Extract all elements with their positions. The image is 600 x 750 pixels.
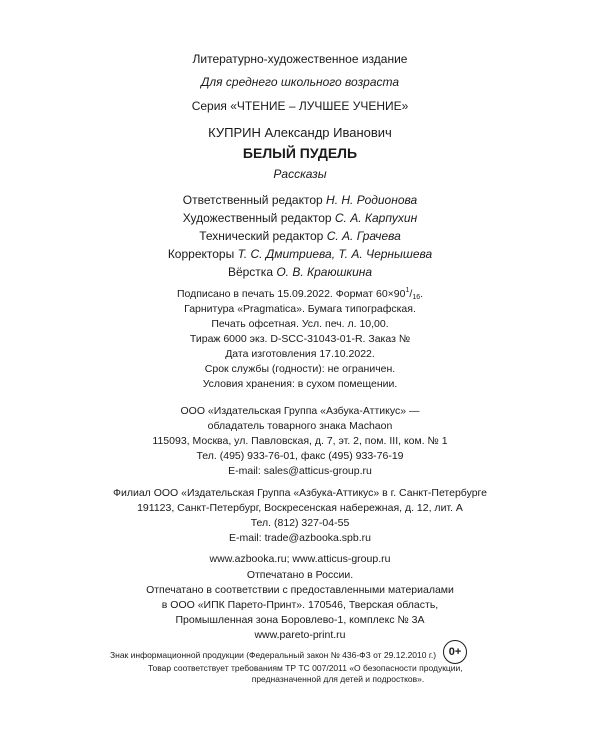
branch-email: E-mail: trade@azbooka.spb.ru [229, 532, 371, 544]
credit-name: О. В. Краюшкина [276, 265, 373, 279]
credit-name: Н. Н. Родионова [326, 193, 418, 207]
branch-line: Тел. (812) 327-04-55 [250, 517, 350, 529]
publisher-line: ООО «Издательская Группа «Азбука-Аттикус» — [180, 405, 420, 417]
format-fraction-num: 1 [405, 287, 410, 294]
credit-line [0, 193, 600, 207]
book-title: БЕЛЫЙ ПУДЕЛЬ [242, 145, 358, 161]
print-format-line: Подписано в печать 15.09.2022. Формат $60\times 90^1/16$. [176, 287, 424, 301]
credit-name: С. А. Грачева [326, 229, 401, 243]
print-storage: Условия хранения: в сухом помещении. [202, 378, 398, 390]
tr-compliance-line: предназначенной для детей и подростков». [251, 674, 425, 684]
print-method: Печать офсетная. Усл. печ. л. 10,00. [211, 318, 389, 330]
publisher-line: 115093, Москва, ул. Павловская, д. 7, эт. 2, пом. III, ком. № 1 [152, 435, 448, 447]
format-fraction-den: 16 [412, 294, 421, 301]
printed-line: Отпечатано в соответствии с предоставленными материалами [146, 584, 454, 596]
credit-line [0, 247, 600, 261]
age-rating-badge: 0+ [443, 640, 467, 664]
printed-line: в ООО «ИПК Парето-Принт». 170546, Тверская область, [161, 599, 439, 611]
tr-compliance-line: Товар соответствует требованиям ТР ТС 007/2011 «О безопасности продукции, [148, 663, 463, 673]
credit-role: Художественный редактор [182, 211, 332, 225]
genre: Рассказы [273, 167, 327, 181]
edition-type: Литературно-художественное издание [192, 52, 408, 66]
credit-role: Технический редактор [199, 229, 324, 243]
print-date: Дата изготовления 17.10.2022. [225, 348, 375, 360]
info-sign-text: Знак информационной продукции (Федеральный закон № 436-ФЗ от 29.12.2010 г.) [110, 650, 437, 660]
websites: www.azbooka.ru; www.atticus-group.ru [209, 553, 391, 565]
printed-line: Отпечатано в России. [246, 569, 354, 581]
print-shelf-life: Срок службы (годности): не ограничен. [204, 363, 396, 375]
branch-line: Филиал ООО «Издательская Группа «Азбука-Аттикус» в г. Санкт-Петербурге [112, 487, 488, 499]
print-run: Тираж 6000 экз. D-SCC-31043-01-R. Заказ № [189, 333, 411, 345]
credit-line [0, 229, 600, 243]
print-format-suffix: . [420, 288, 424, 300]
credit-role: Корректоры [167, 247, 235, 261]
credit-name: Т. С. Дмитриева, Т. А. Чернышева [237, 247, 433, 261]
print-format-text: Подписано в печать 15.09.2022. Формат 60×90 [176, 288, 406, 300]
credit-line [0, 211, 600, 225]
credit-role: Ответственный редактор [182, 193, 323, 207]
credit-role: Вёрстка [227, 265, 273, 279]
branch-line: 191123, Санкт-Петербург, Воскресенская набережная, д. 12, лит. А [137, 502, 463, 514]
publisher-line: обладатель товарного знака Machaon [207, 420, 393, 432]
publisher-line: Тел. (495) 933-76-01, факс (495) 933-76-19 [196, 450, 404, 462]
print-typeface: Гарнитура «Pragmatica». Бумага типографская. [184, 303, 416, 315]
publisher-email: E-mail: sales@atticus-group.ru [228, 465, 372, 477]
printed-line: Промышленная зона Боровлево-1, комплекс № 3А [175, 614, 425, 626]
credit-line [0, 265, 600, 279]
age-group: Для среднего школьного возраста [200, 75, 400, 89]
credit-name: С. А. Карпухин [334, 211, 418, 225]
printer-website: www.pareto-print.ru [254, 629, 346, 641]
author: КУПРИН Александр Иванович [208, 125, 392, 140]
series: Серия «ЧТЕНИЕ – ЛУЧШЕЕ УЧЕНИЕ» [191, 99, 409, 113]
